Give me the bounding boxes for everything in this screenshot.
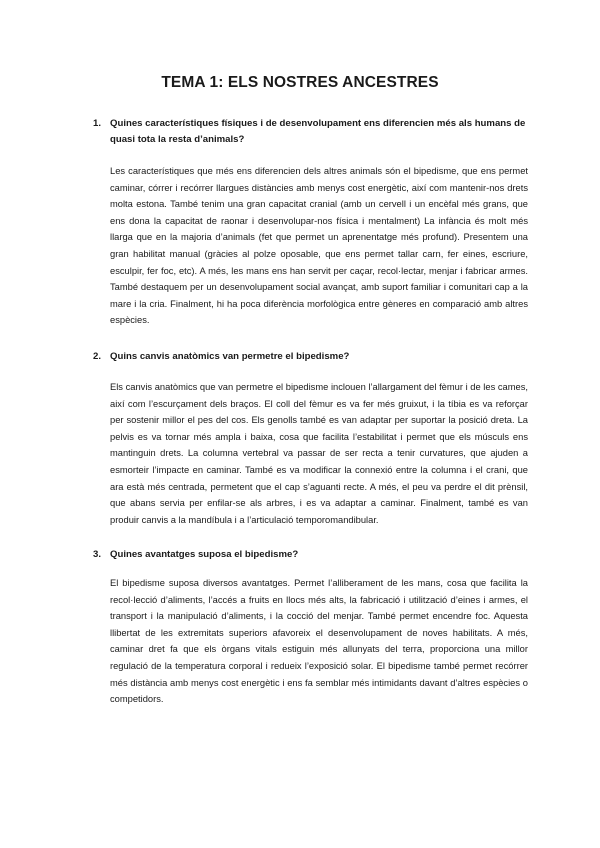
question-3 [93,547,531,563]
page-title: TEMA 1: ELS NOSTRES ANCESTRES [161,74,439,91]
question-1-text: Quines característiques físiques i de desenvolupament ens diferencien més als humans de quasi tota la resta d’animals? [110,118,526,145]
question-3-number: 3. [93,549,102,560]
question-3-text: Quines avantatges suposa el bipedisme? [110,549,299,560]
question-2-text: Quins canvis anatòmics van permetre el bipedisme? [110,351,350,362]
answer-2: Els canvis anatòmics que van permetre el bipedisme inclouen l’allargament del fèmur i de les cames, així com l’escurçament dels braços. El coll del fèmur es va fer més gruixut, i la tíbia es va reforçar per sostenir millor el pes del cos. Els genolls també es van adaptar per suportar la posició dreta. La pelvis es va tornar més ampla i baixa, cosa que facilita l’estabilitat i permet que els músculs ens mantinguin drets. La columna vertebral va passar de ser recta a tenir curvatures, que ajuden a esmorteir l’impacte en caminar. També es va modificar la connexió entre la columna i el crani, que ara està més centrada, permetent que el cap s’aguanti recte. A més, el peu va perdre el dit prènsil, que abans servia per enfilar-se als arbres, i es va adaptar a caminar. Finalment, també es van produir canvis a la mandíbula i a l’articulació temporomandibular. [110,382,528,525]
question-2 [93,349,531,365]
question-2-number: 2. [93,351,102,362]
answer-3: El bipedisme suposa diversos avantatges. Permet l’alliberament de les mans, cosa que facilita la recol·lecció d’aliments, l’accés a fruits en llocs més alts, la fabricació i utilització d’eines i armes, el transport i la manipulació d’aliments, i la cocció del menjar. També permet encendre foc. Aquesta llibertat de les extremitats superiors afavoreix el desenvolupament de noves habilitats. A més, caminar dret fa que els òrgans vitals estiguin més allunyats del terra, proporciona una millor regulació de la temperatura corporal i redueix l’exposició solar. El bipedisme també permet recórrer més distància amb menys cost energètic i ens fa semblar més intimidants davant d’altres espècies o competidors. [110,578,528,705]
question-1 [93,116,531,148]
answer-1: Les característiques que més ens diferencien dels altres animals són el bipedisme, que ens permet caminar, córrer i recórrer llargues distàncies amb menys cost energètic, així com mantenir-nos drets molta estona. També tenim una gran capacitat cranial (amb un cervell i un encèfal més grans, que ens dona la capacitat de raonar i desenvolupar-nos física i mentalment) La infància és molt més llarga que en la majoria d’animals (fet que permet un aprenentatge més profund). Presentem una gran habilitat manual (gràcies al polze oposable, que ens permet tallar carn, fer eines, escriure, esculpir, fer foc, etc). A més, les mans ens han servit per caçar, recol·lectar, menjar i fabricar armes. També destaquem per un desenvolupament social avançat, amb suport familiar i comunitari cap a la mare i la cria. Finalment, hi ha poca diferència morfològica entre gèneres en comparació amb altres espècies. [110,166,528,326]
question-1-number: 1. [93,118,102,129]
